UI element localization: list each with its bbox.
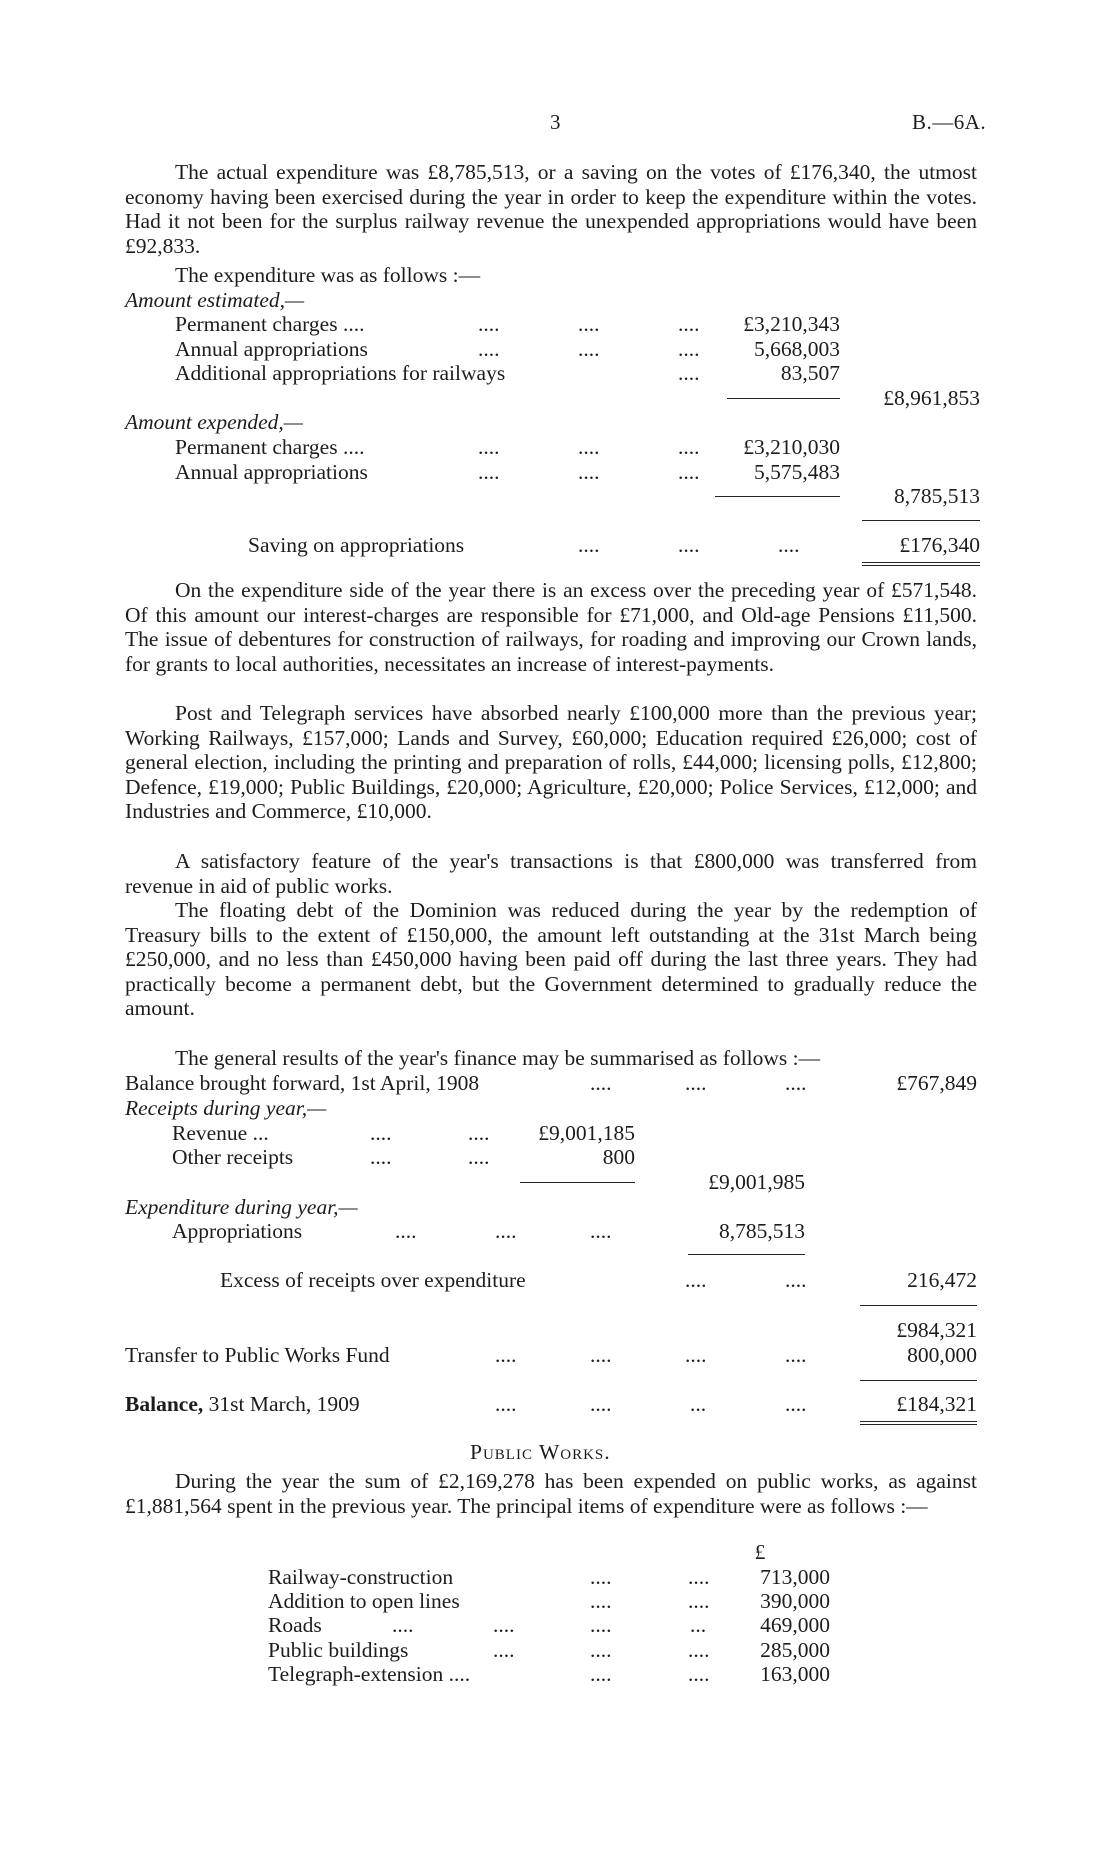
saving-label: Saving on appropriations (248, 533, 465, 557)
leader-dots: .... (495, 1219, 517, 1243)
transfer-amount: 800,000 (907, 1343, 977, 1367)
rule-line (520, 1182, 635, 1183)
leader-dots: .... (590, 1638, 612, 1662)
appropriations-label: Appropriations (172, 1219, 303, 1243)
leader-dots: .... (678, 312, 700, 336)
leader-dots: .... (478, 337, 500, 361)
leader-dots: .... (370, 1145, 392, 1169)
double-rule (862, 562, 980, 566)
expended-heading: Amount expended,— (125, 410, 303, 434)
leader-dots: .... (688, 1589, 710, 1613)
currency-column-header: £ (754, 1540, 766, 1564)
paragraph-transfer: A satisfactory feature of the year's transactions is that £800,000 was transferred from revenue in aid of public works. (125, 849, 977, 898)
page-number: 3 (550, 110, 561, 134)
leader-dots: .... (478, 312, 500, 336)
rule-line (862, 520, 980, 521)
leader-dots: .... (392, 1613, 414, 1637)
rule-line (715, 496, 840, 497)
leader-dots: .... (785, 1343, 807, 1367)
works-item-amount: 285,000 (760, 1638, 830, 1662)
subtotal-amount: £984,321 (896, 1318, 977, 1342)
paragraph-public-works: During the year the sum of £2,169,278 has been expended on public works, as against £1,881,564 spent in the previous year. The principal items of expenditure were as follows :— (125, 1469, 977, 1518)
excess-amount: 216,472 (907, 1268, 977, 1292)
rule-line (860, 1380, 977, 1381)
receipt-row-label: Other receipts (172, 1145, 294, 1169)
appropriations-amount: 8,785,513 (719, 1219, 805, 1243)
leader-dots: .... (590, 1565, 612, 1589)
leader-dots: .... (685, 1071, 707, 1095)
works-item-label: Public buildings (268, 1638, 409, 1662)
leader-dots: .... (590, 1589, 612, 1613)
leader-dots: .... (678, 435, 700, 459)
leader-dots: ... (690, 1392, 707, 1416)
leader-dots: .... (478, 460, 500, 484)
leader-dots: .... (578, 435, 600, 459)
leader-dots: .... (590, 1219, 612, 1243)
balance-amount: £184,321 (896, 1392, 977, 1416)
leader-dots: .... (685, 1343, 707, 1367)
balance-label-bold: Balance, (125, 1392, 204, 1416)
receipt-row-amount: £9,001,185 (538, 1121, 635, 1145)
expended-row-label: Annual appropriations (175, 460, 368, 484)
leader-dots: .... (493, 1638, 515, 1662)
paragraph-floating-debt: The floating debt of the Dominion was reduced during the year by the redemption of Treasury bills to the extent of £150,000, the amount left outstanding at the 31st March being £250,000, and no less than £450,000 having been paid off during the last three years. They had practically become a permanent debt, but the Government determined to gradually reduce the amount. (125, 898, 977, 1021)
leader-dots: .... (688, 1565, 710, 1589)
expended-row-label: Permanent charges .... (175, 435, 365, 459)
works-item-amount: 469,000 (760, 1613, 830, 1637)
rule-line (727, 398, 840, 399)
saving-total: £176,340 (899, 533, 980, 557)
leader-dots: .... (678, 361, 700, 385)
leader-dots: .... (468, 1121, 490, 1145)
rule-line (860, 1305, 977, 1306)
receipts-total: £9,001,985 (708, 1170, 805, 1194)
leader-dots: .... (493, 1613, 515, 1637)
leader-dots: .... (495, 1392, 517, 1416)
paragraph-services: Post and Telegraph services have absorbed nearly £100,000 more than the previous year; Working Railways, £157,000; Lands and Survey, £60,000; Education required £26,000; cost of general election, including the printing and preparation of rolls, £44,000; licensing polls, £12,800; Defence, £19,000; Public Buildings, £20,000; Agriculture, £20,000; Police Services, £12,000; and Industries and Commerce, £10,000. (125, 701, 977, 824)
leader-dots: .... (590, 1662, 612, 1686)
paragraph-expenditure-intro: The expenditure was as follows :— (175, 263, 481, 287)
receipts-heading: Receipts during year,— (125, 1096, 327, 1120)
works-item-amount: 713,000 (760, 1565, 830, 1589)
leader-dots: .... (688, 1638, 710, 1662)
leader-dots: .... (495, 1343, 517, 1367)
leader-dots: .... (590, 1343, 612, 1367)
leader-dots: .... (678, 533, 700, 557)
paragraph-actual-expenditure: The actual expenditure was £8,785,513, or a saving on the votes of £176,340, the utmost economy having been exercised during the year in order to keep the expenditure within the votes. Had it not been for the surplus railway revenue the unexpended appropriations would have been £92,833. (125, 160, 977, 258)
leader-dots: .... (590, 1613, 612, 1637)
leader-dots: .... (678, 337, 700, 361)
expended-row-amount: 5,575,483 (754, 460, 840, 484)
works-item-amount: 390,000 (760, 1589, 830, 1613)
leader-dots: .... (688, 1662, 710, 1686)
works-item-label: Addition to open lines (268, 1589, 460, 1613)
estimated-row-label: Additional appropriations for railways (175, 361, 506, 385)
expended-row-amount: £3,210,030 (743, 435, 840, 459)
balance-forward-amount: £767,849 (896, 1071, 977, 1095)
paragraph-excess-expenditure: On the expenditure side of the year there is an excess over the preceding year of £571,548. Of this amount our interest-charges are responsible for £71,000, and Old-age Pensions £11,500. The issue of debentures for construction of railways, for roading and improving our Crown lands, for grants to local authorities, necessitates an increase of interest-payments. (125, 578, 977, 676)
receipt-row-label: Revenue ... (172, 1121, 269, 1145)
estimated-row-amount: £3,210,343 (743, 312, 840, 336)
leader-dots: .... (590, 1071, 612, 1095)
excess-label: Excess of receipts over expenditure (220, 1268, 526, 1292)
leader-dots: .... (678, 460, 700, 484)
leader-dots: .... (578, 533, 600, 557)
leader-dots: .... (578, 312, 600, 336)
rule-line (688, 1254, 805, 1255)
works-item-label: Roads (268, 1613, 322, 1637)
leader-dots: .... (468, 1145, 490, 1169)
transfer-label: Transfer to Public Works Fund (125, 1343, 390, 1367)
works-item-label: Railway-construction (268, 1565, 454, 1589)
document-reference: B.—6A. (912, 110, 987, 134)
leader-dots: .... (785, 1392, 807, 1416)
leader-dots: .... (785, 1071, 807, 1095)
leader-dots: ... (690, 1613, 707, 1637)
leader-dots: .... (685, 1268, 707, 1292)
estimated-row-label: Permanent charges .... (175, 312, 365, 336)
paragraph-general-results: The general results of the year's finance may be summarised as follows :— (175, 1046, 821, 1070)
leader-dots: .... (785, 1268, 807, 1292)
balance-forward-label: Balance brought forward, 1st April, 1908 (125, 1071, 480, 1095)
works-item-amount: 163,000 (760, 1662, 830, 1686)
receipt-row-amount: 800 (602, 1145, 635, 1169)
leader-dots: .... (578, 460, 600, 484)
section-heading-public-works: Public Works. (470, 1440, 611, 1464)
leader-dots: .... (590, 1392, 612, 1416)
estimated-row-amount: 5,668,003 (754, 337, 840, 361)
leader-dots: .... (478, 435, 500, 459)
estimated-row-label: Annual appropriations (175, 337, 368, 361)
leader-dots: .... (778, 533, 800, 557)
leader-dots: .... (370, 1121, 392, 1145)
estimated-row-amount: 83,507 (780, 361, 840, 385)
estimated-total: £8,961,853 (883, 386, 980, 410)
estimated-heading: Amount estimated,— (125, 288, 305, 312)
expended-total: 8,785,513 (894, 484, 980, 508)
expenditure-heading: Expenditure during year,— (125, 1195, 358, 1219)
double-rule (860, 1421, 977, 1425)
balance-label-date: 31st March, 1909 (203, 1392, 360, 1416)
leader-dots: .... (395, 1219, 417, 1243)
leader-dots: .... (578, 337, 600, 361)
works-item-label: Telegraph-extension .... (268, 1662, 471, 1686)
balance-label (125, 1392, 360, 1417)
